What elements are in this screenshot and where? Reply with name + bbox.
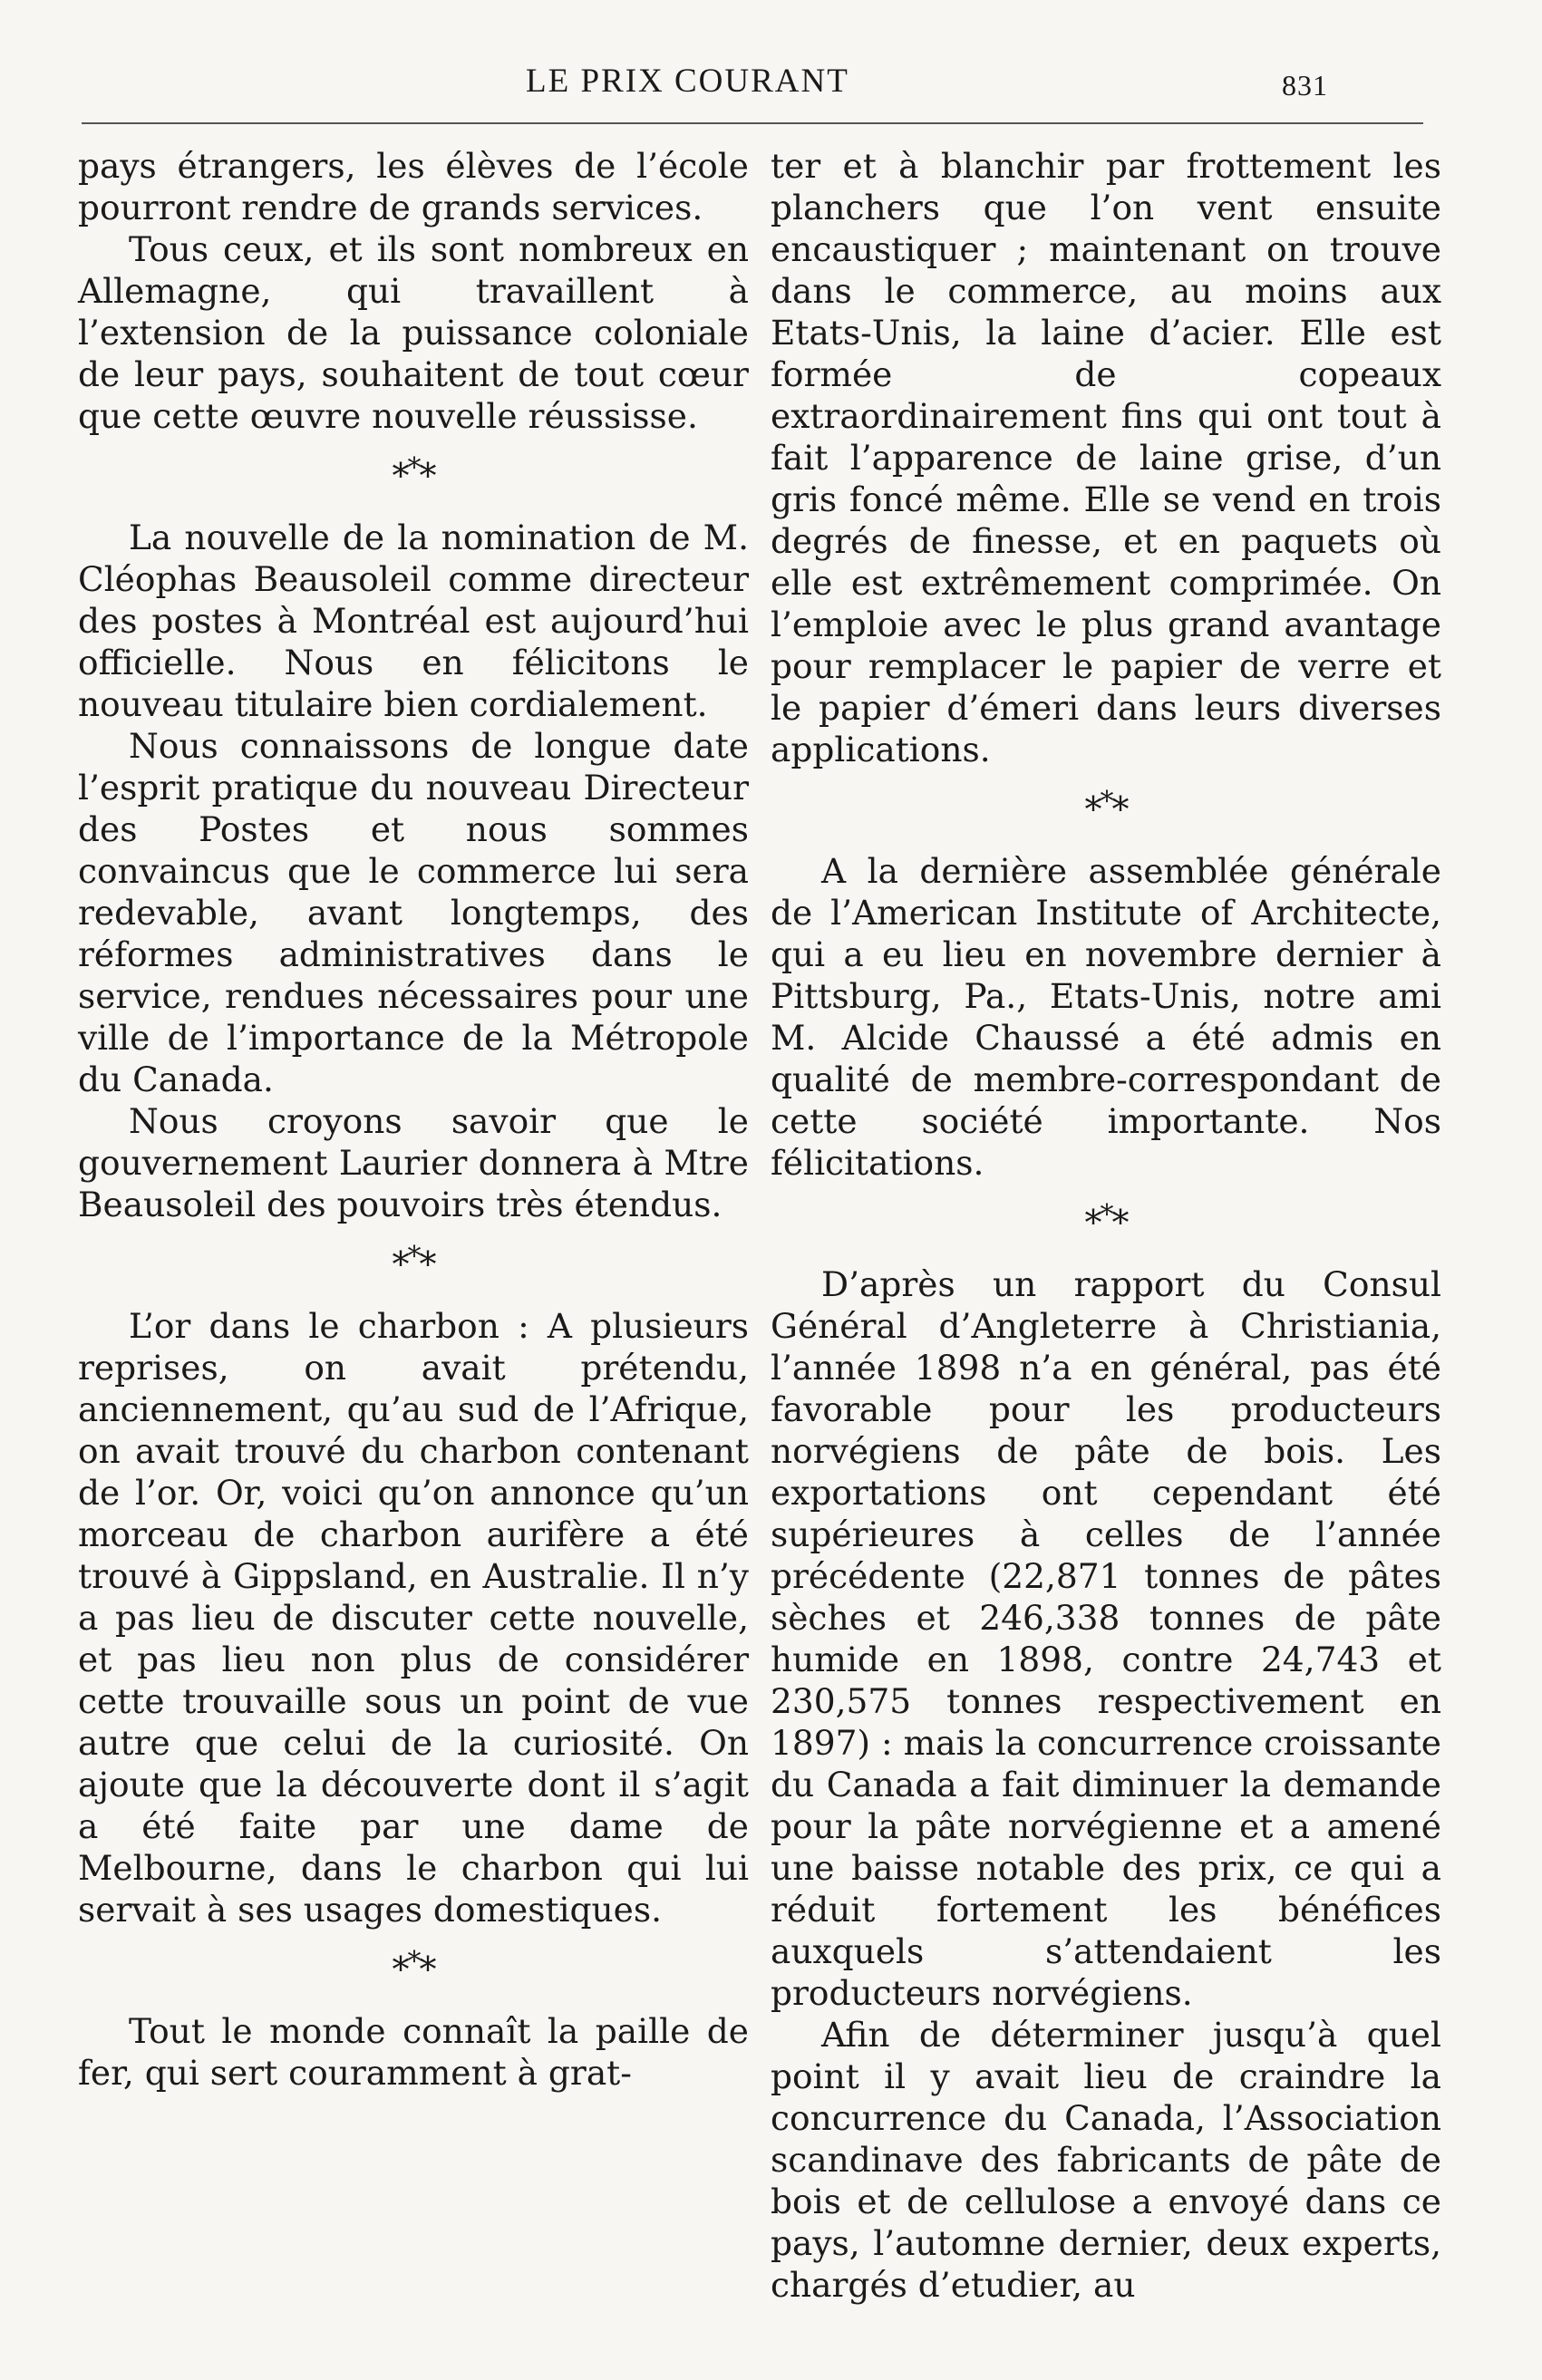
page-header — [0, 54, 1542, 109]
paragraph: Afin de déterminer jusqu’à quel point il y avait lieu de craindre la concurrence du Canada, l’Association scandinave des fabricants de pâte de bois et de cellulose a envoyé dans ce pays, l’automne dernier, deux experts, chargés d’etudier, au — [771, 2015, 1441, 2305]
left-column — [78, 145, 749, 2094]
paragraph: Nous connaissons de longue date l’esprit pratique du nouveau Directeur des Postes et nous sommes convaincus que le commerce lui sera redevable, avant longtemps, des réformes administratives dans le service, rendues nécessaires pour une ville de l’importance de la Métropole du Canada. — [78, 726, 749, 1099]
section-separator: *** — [392, 452, 435, 496]
paragraph: Nous croyons savoir que le gouvernement Laurier donnera à Mtre Beausoleil des pouvoirs très étendus. — [78, 1101, 749, 1224]
paragraph: La nouvelle de la nomination de M. Cléophas Beausoleil comme directeur des postes à Montréal est aujourd’hui officielle. Nous en félicitons le nouveau titulaire bien cordialement. — [78, 518, 749, 724]
paragraph: ter et à blanchir par frottement les planchers que l’on vent ensuite encaustiquer ; maintenant on trouve dans le commerce, au moins aux Etats-Unis, la laine d’acier. Elle est formée de copeaux extraordinairement fins qui ont tout à fait l’apparence de laine grise, d’un gris foncé même. Elle se vend en trois degrés de finesse, et en paquets où elle est extrêmement comprimée. On l’emploie avec le plus grand avantage pour remplacer le papier de verre et le papier d’émeri dans leurs diverses applications. — [771, 146, 1441, 769]
page-number: 831 — [1282, 69, 1328, 102]
paragraph: A la dernière assemblée générale de l’American Institute of Architecte, qui a eu lieu en novembre dernier à Pittsburg, Pa., Etats-Unis, notre ami M. Alcide Chaussé a été admis en qualité de membre-correspondant de cette société importante. Nos félicitations. — [771, 851, 1441, 1183]
section-separator: *** — [392, 1946, 435, 1989]
paragraph: D’après un rapport du Consul Général d’Angleterre à Christiania, l’année 1898 n’a en général, pas été favorable pour les producteurs norvégiens de pâte de bois. Les exportations ont cependant été supérieures à celles de l’année précédente (22,871 tonnes de pâtes sèches et 246,338 tonnes de pâte humide en 1898, contre 24,743 et 230,575 tonnes respectivement en 1897) : mais la concurrence croissante du Canada a fait diminuer la demande pour la pâte norvégienne et a amené une baisse notable des prix, ce qui a réduit fortement les bénéfices auxquels s’attendaient les producteurs norvégiens. — [771, 1264, 1441, 2013]
paragraph: Tout le monde connaît la paille de fer, qui sert couramment à grat- — [78, 2011, 749, 2093]
right-column — [771, 145, 1441, 2306]
paragraph: L’or dans le charbon : A plusieurs reprises, on avait prétendu, anciennement, qu’au sud de l’Afrique, on avait trouvé du charbon contenant de l’or. Or, voici qu’on annonce qu’un morceau de charbon aurifère a été trouvé à Gippsland, en Australie. Il n’y a pas lieu de discuter cette nouvelle, et pas lieu non plus de considérer cette trouvaille sous un point de vue autre que celui de la curiosité. On ajoute que la découverte dont il s’agit a été faite par une dame de Melbourne, dans le charbon qui lui servait à ses usages domestiques. — [78, 1306, 749, 1930]
section-separator: *** — [392, 1241, 435, 1284]
section-separator: *** — [1084, 1199, 1128, 1243]
paragraph: pays étrangers, les élèves de l’école pourront rendre de grands services. — [78, 146, 749, 227]
running-title: LE PRIX COURANT — [526, 63, 849, 100]
section-separator: *** — [1084, 786, 1128, 829]
paragraph: Tous ceux, et ils sont nombreux en Allemagne, qui travaillent à l’extension de la puissance coloniale de leur pays, souhaitent de tout cœur que cette œuvre nouvelle réussisse. — [78, 229, 749, 436]
header-rule — [82, 122, 1423, 124]
